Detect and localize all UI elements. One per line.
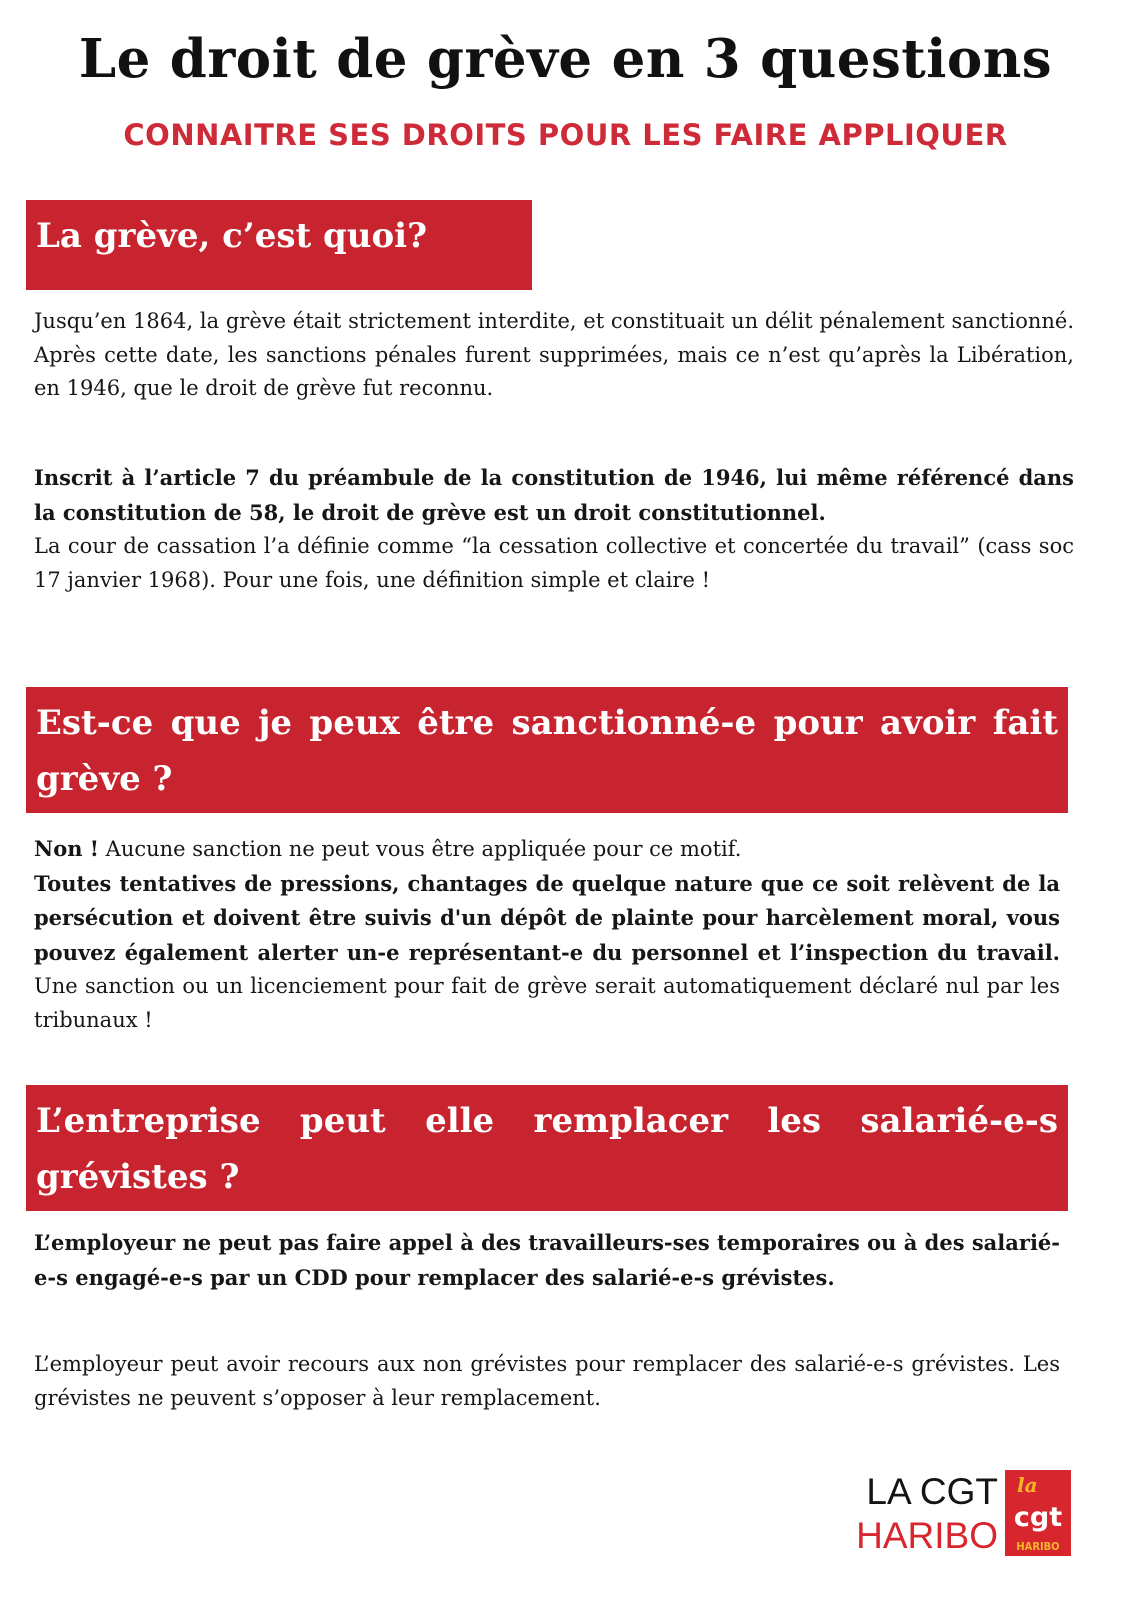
page-title: Le droit de grève en 3 questions	[78, 28, 1053, 90]
bold-statement: L’employeur ne peut pas faire appel à des travailleurs-ses temporaires ou à des salarié-e-s engagé-e-s par un CDD pour remplacer des salarié-e-s grévistes.	[34, 1230, 1060, 1290]
section-heading-text: Est-ce que je peux être sanctionné-e pour avoir fait grève ?	[36, 703, 1058, 799]
org-company: HARIBO	[856, 1515, 998, 1556]
section-1-paragraph-1: Jusqu’en 1864, la grève était strictement interdite, et constituait un délit pénalement sanctionné. Après cette date, les sanctions pénales furent supprimées, mais ce n’est qu’après la Libération, en 1946, que le droit de grève fut reconnu.	[34, 309, 1074, 400]
bold-statement: Toutes tentatives de pressions, chantages de quelque nature que ce soit relèvent de la persécution et doivent être suivis d'un dépôt de plainte pour harcèlement moral, vous pouvez également alerter un-e représentant-e du personnel et l’inspection du travail.	[34, 870, 1060, 965]
section-2-paragraph-1: Non ! Aucune sanction ne peut vous être appliquée pour ce motif. Toutes tentatives de pressions, chantages de quelque nature que ce soit relèvent de la persécution et doivent être suivis d'un dépôt de plainte pour harcèlement moral, vous pouvez également alerter un-e représentant-e du personnel et l’inspection du travail. Une sanction ou un licenciement pour fait de grève serait automatiquement déclaré nul par les tribunaux !	[34, 836, 1060, 1032]
bold-lead: Non !	[34, 836, 99, 861]
svg-text:la: la	[1017, 1473, 1038, 1497]
section-3-paragraph-2: L’employeur peut avoir recours aux non grévistes pour remplacer des salarié-e-s grévistes. Les grévistes ne peuvent s’opposer à leur remplacement.	[34, 1352, 1060, 1410]
org-signature	[848, 1470, 998, 1558]
section-heading-replacement	[26, 1085, 1068, 1211]
bold-statement: Inscrit à l’article 7 du préambule de la constitution de 1946, lui même référencé dans la constitution de 58, le droit de grève est un droit constitutionnel.	[34, 465, 1074, 525]
section-heading-what-is-strike	[26, 200, 532, 290]
section-heading-text: La grève, c’est quoi?	[36, 216, 428, 256]
svg-text:HARIBO: HARIBO	[1016, 1540, 1060, 1553]
section-heading-sanction	[26, 687, 1068, 813]
org-name: LA CGT	[866, 1471, 998, 1512]
svg-text:cgt: cgt	[1013, 1502, 1063, 1533]
page-subtitle: CONNAITRE SES DROITS POUR LES FAIRE APPLIQUER	[123, 118, 1008, 152]
section-heading-text: L’entreprise peut elle remplacer les salarié-e-s grévistes ?	[36, 1101, 1058, 1197]
cgt-logo	[1005, 1470, 1071, 1556]
section-3-paragraph-1	[34, 1226, 1060, 1295]
section-1-paragraph-2: Inscrit à l’article 7 du préambule de la constitution de 1946, lui même référencé dans la constitution de 58, le droit de grève est un droit constitutionnel. La cour de cassation l’a définie comme “la cessation collective et concertée du travail” (cass soc 17 janvier 1968). Pour une fois, une définition simple et claire !	[34, 465, 1074, 592]
